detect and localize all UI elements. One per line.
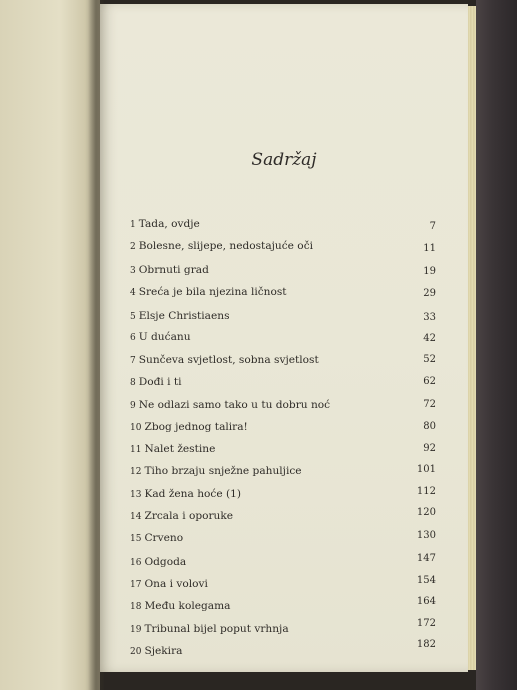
toc-entry (130, 354, 436, 374)
toc-entry (130, 639, 436, 665)
toc-entry (130, 399, 436, 419)
toc-entry-page: 92 (423, 443, 436, 454)
toc-entry-title: Ne odlazi samo tako u tu dobru noć (138, 399, 331, 411)
toc-entry-title: Kad žena hoće (1) (144, 488, 241, 500)
toc-entry-number: 8 (130, 378, 136, 388)
toc-entry-number: 13 (130, 490, 142, 500)
toc-entry-page: 182 (416, 639, 436, 650)
toc-entry (130, 310, 436, 330)
toc-entry-number: 16 (130, 558, 142, 568)
toc-entry-page: 120 (416, 507, 436, 518)
toc-entry-number: 12 (130, 467, 142, 477)
toc-entry (130, 376, 436, 396)
toc-entry (130, 553, 436, 576)
toc-entry-number: 10 (130, 423, 142, 433)
toc-entry-number: 17 (130, 580, 142, 590)
toc-entry-page: 19 (423, 266, 436, 277)
toc-entry-title: Nalet žestine (144, 443, 216, 455)
toc-entry-page: 33 (423, 312, 436, 323)
toc-entry (130, 618, 436, 643)
toc-entry (130, 218, 436, 238)
toc-entry (130, 465, 436, 485)
toc-entry (130, 240, 436, 260)
toc-entry (130, 488, 436, 508)
toc-entry-title: Elsje Christiaens (138, 310, 230, 322)
toc-entry (130, 264, 436, 284)
toc-entry-number: 5 (130, 312, 136, 322)
book-cover-edge (476, 0, 517, 690)
toc-entry (130, 421, 436, 441)
toc-entry-title: Tiho brzaju snježne pahuljice (144, 465, 302, 477)
toc-entry (130, 507, 436, 530)
toc-entry-page: 52 (423, 354, 436, 365)
toc-entry-number: 3 (130, 266, 136, 276)
toc-entry-title: Tada, ovdje (138, 218, 200, 230)
toc-entry-page: 11 (423, 243, 436, 254)
toc-entry-page: 29 (423, 288, 436, 299)
toc-entry (130, 575, 436, 598)
toc-entry-number: 6 (130, 333, 136, 343)
toc-entry (130, 286, 436, 306)
toc-entry-number: 20 (130, 647, 142, 657)
toc-entry-number: 4 (130, 288, 136, 298)
toc-entry-page: 80 (423, 421, 436, 432)
toc-entry-title: Obrnuti grad (138, 264, 209, 276)
toc-entry-title: Među kolegama (144, 600, 231, 612)
toc-entry-title: U dućanu (138, 331, 191, 343)
toc-entry-title: Zbog jednog talira! (144, 421, 248, 433)
toc-entry-page: 101 (416, 464, 436, 475)
contents-page (100, 4, 468, 672)
toc-entry-number: 11 (130, 445, 142, 455)
toc-entry-page: 130 (416, 530, 436, 541)
toc-entry-number: 18 (130, 602, 142, 612)
toc-entry-page: 154 (416, 575, 436, 586)
toc-entry (130, 532, 436, 552)
left-page (0, 0, 100, 690)
toc-entry-title: Dođi i ti (138, 376, 182, 388)
page-title: Sadržaj (251, 150, 317, 170)
toc-entry-number: 1 (130, 220, 136, 230)
toc-entry-number: 2 (130, 242, 136, 252)
toc-entry-title: Zrcala i oporuke (144, 510, 234, 522)
toc-entry-page: 42 (423, 333, 436, 344)
toc-entry (130, 596, 436, 620)
toc-entry-number: 7 (130, 356, 136, 366)
toc-entry-number: 15 (130, 534, 142, 544)
toc-entry-title: Sjekira (144, 645, 183, 657)
toc-entry (130, 443, 436, 463)
toc-entry-title: Ona i volovi (144, 578, 208, 590)
toc-entry-title: Odgoda (144, 556, 187, 568)
toc-entry-page: 112 (416, 486, 436, 497)
toc-entry-title: Bolesne, slijepe, nedostajuće oči (138, 240, 314, 252)
toc-entry-title: Sunčeva svjetlost, sobna svjetlost (138, 354, 319, 366)
toc-entry-number: 14 (130, 512, 142, 522)
toc-entry-page: 147 (416, 553, 436, 564)
toc-entry-page: 172 (416, 618, 436, 629)
toc-entry-page: 7 (429, 221, 436, 232)
toc-entry-number: 9 (130, 401, 136, 411)
toc-entry-title: Sreća je bila njezina ličnost (138, 286, 287, 298)
toc-entry-title: Tribunal bijel poput vrhnja (144, 623, 289, 635)
toc-entry-page: 164 (416, 596, 436, 607)
toc-entry-page: 62 (423, 376, 436, 387)
toc-entry (130, 331, 436, 351)
toc-entry-title: Crveno (144, 532, 184, 544)
toc-entry-number: 19 (130, 625, 142, 635)
toc-entry-page: 72 (423, 399, 436, 410)
